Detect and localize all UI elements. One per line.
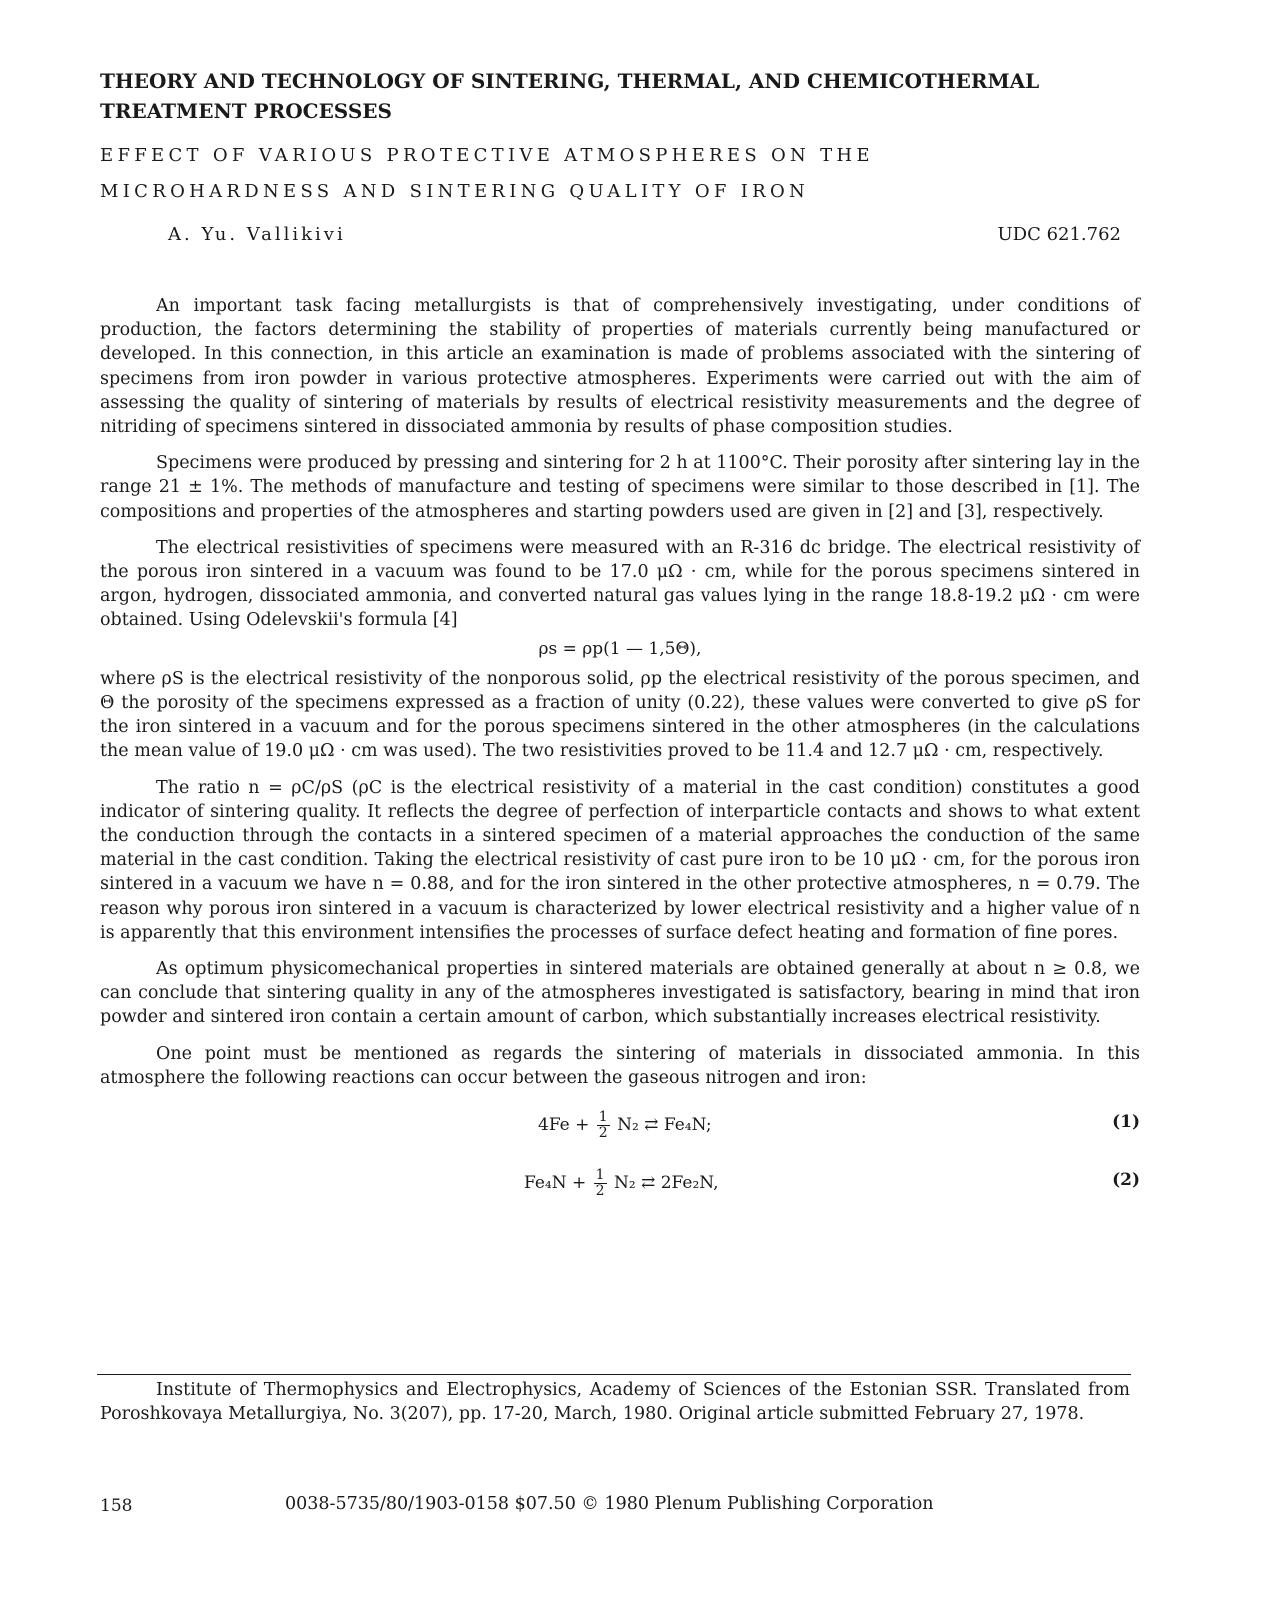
equation-2-fraction [594, 1168, 607, 1199]
udc-code: UDC 621.762 [997, 224, 1121, 245]
equation-2-numerator: 1 [595, 1167, 605, 1184]
paragraph-specimens: Specimens were produced by pressing and sintering for 2 h at 1100°C. Their porosity after sintering lay in the range 21 ± 1%. The methods of manufacture and testing of specimens were similar to those described in [1]. The compositions and properties of the atmospheres and starting powders used are given in [2] and [3], respectively. [100, 453, 1140, 522]
paragraph-ammonia: One point must be mentioned as regards the sintering of materials in dissociated ammonia. In this atmosphere the following reactions can occur between the gaseous nitrogen and iron: [100, 1043, 1140, 1088]
equation-2-left: Fe₄N + [524, 1173, 587, 1194]
article-body [100, 294, 1140, 1206]
paragraph-formula-explanation: where ρS is the electrical resistivity of the nonporous solid, ρp the electrical resistivity of the porous specimen, and Θ the porosity of the specimens expressed as a fraction of unity (0.22), these values were converted to give ρS for the iron sintered in a vacuum and for the porous specimens sintered in the other atmospheres (in the calculations the mean value of 19.0 μΩ · cm was used). The two resistivities proved to be 11.4 and 12.7 μΩ · cm, respectively. [100, 668, 1140, 762]
equation-2-right: N₂ ⇄ 2Fe₂N, [614, 1173, 719, 1194]
section-title-line-2: TREATMENT PROCESSES [100, 99, 392, 123]
copyright-line: 0038-5735/80/1903-0158 $07.50 © 1980 Plenum Publishing Corporation [285, 1494, 934, 1514]
article-title [100, 138, 1160, 210]
equation-1-fraction [597, 1110, 610, 1141]
equation-1-expression [538, 1110, 712, 1141]
footnote [100, 1378, 1130, 1426]
page-number: 158 [100, 1496, 133, 1516]
equation-2 [100, 1156, 1140, 1206]
section-title-line-1: THEORY AND TECHNOLOGY OF SINTERING, THERMAL, AND CHEMICOTHERMAL [100, 69, 1040, 93]
odelevskii-formula: ρs = ρp(1 — 1,5Θ), [538, 638, 702, 659]
article-title-line-1: EFFECT OF VARIOUS PROTECTIVE ATMOSPHERES ON THE [100, 145, 874, 166]
footnote-text: Institute of Thermophysics and Electrophysics, Academy of Sciences of the Estonian SSR. Translated from Poroshkovaya Metallurgiya, No. 3(207), pp. 17-20, March, 1980. Original article submitted February 27, 1978. [100, 1380, 1130, 1424]
paragraph-intro: An important task facing metallurgists is that of comprehensively investigating, under conditions of production, the factors determining the stability of properties of materials currently being manufactured or developed. In this connection, in this article an examination is made of problems associated with the sintering of specimens from iron powder in various protective atmospheres. Experiments were carried out with the aim of assessing the quality of sintering of materials by results of electrical resistivity measurements and the degree of nitriding of specimens sintered in dissociated ammonia by results of phase composition studies. [100, 296, 1140, 438]
equation-1 [100, 1098, 1140, 1148]
equation-1-left: 4Fe + [538, 1115, 590, 1136]
equation-1-denominator: 2 [598, 1125, 608, 1142]
equation-2-denominator: 2 [595, 1183, 605, 1200]
author-name: A. Yu. Vallikivi [168, 224, 346, 245]
section-title [100, 66, 1160, 126]
paragraph-resistivity: The electrical resistivities of specimens were measured with an R-316 dc bridge. The electrical resistivity of the porous iron sintered in a vacuum was found to be 17.0 μΩ · cm, while for the porous specimens sintered in argon, hydrogen, dissociated ammonia, and converted natural gas values lying in the range 18.8-19.2 μΩ · cm were obtained. Using Odelevskii's formula [4] [100, 537, 1140, 631]
article-title-line-2: MICROHARDNESS AND SINTERING QUALITY OF IRON [100, 181, 810, 202]
paragraph-ratio: The ratio n = ρC/ρS (ρC is the electrical resistivity of a material in the cast condition) constitutes a good indicator of sintering quality. It reflects the degree of perfection of interparticle contacts and shows to what extent the conduction through the contacts in a sintered specimen of a material approaches the conduction of the same material in the cast condition. Taking the electrical resistivity of cast pure iron to be 10 μΩ · cm, for the porous iron sintered in a vacuum we have n = 0.88, and for the iron sintered in the other protective atmospheres, n = 0.79. The reason why porous iron sintered in a vacuum is characterized by lower electrical resistivity and a higher value of n is apparently that this environment intensifies the processes of surface defect heating and formation of fine pores. [100, 777, 1140, 943]
equation-1-number: (1) [1112, 1112, 1140, 1133]
equation-1-numerator: 1 [598, 1109, 608, 1126]
equation-2-number: (2) [1112, 1170, 1140, 1191]
footnote-divider [97, 1374, 1131, 1375]
equation-1-right: N₂ ⇄ Fe₄N; [617, 1115, 712, 1136]
equation-2-expression [524, 1168, 719, 1199]
paragraph-optimum: As optimum physicomechanical properties in sintered materials are obtained generally at about n ≥ 0.8, we can conclude that sintering quality in any of the atmospheres investigated is satisfactory, bearing in mind that iron powder and sintered iron contain a certain amount of carbon, which substantially increases electrical resistivity. [100, 959, 1140, 1028]
